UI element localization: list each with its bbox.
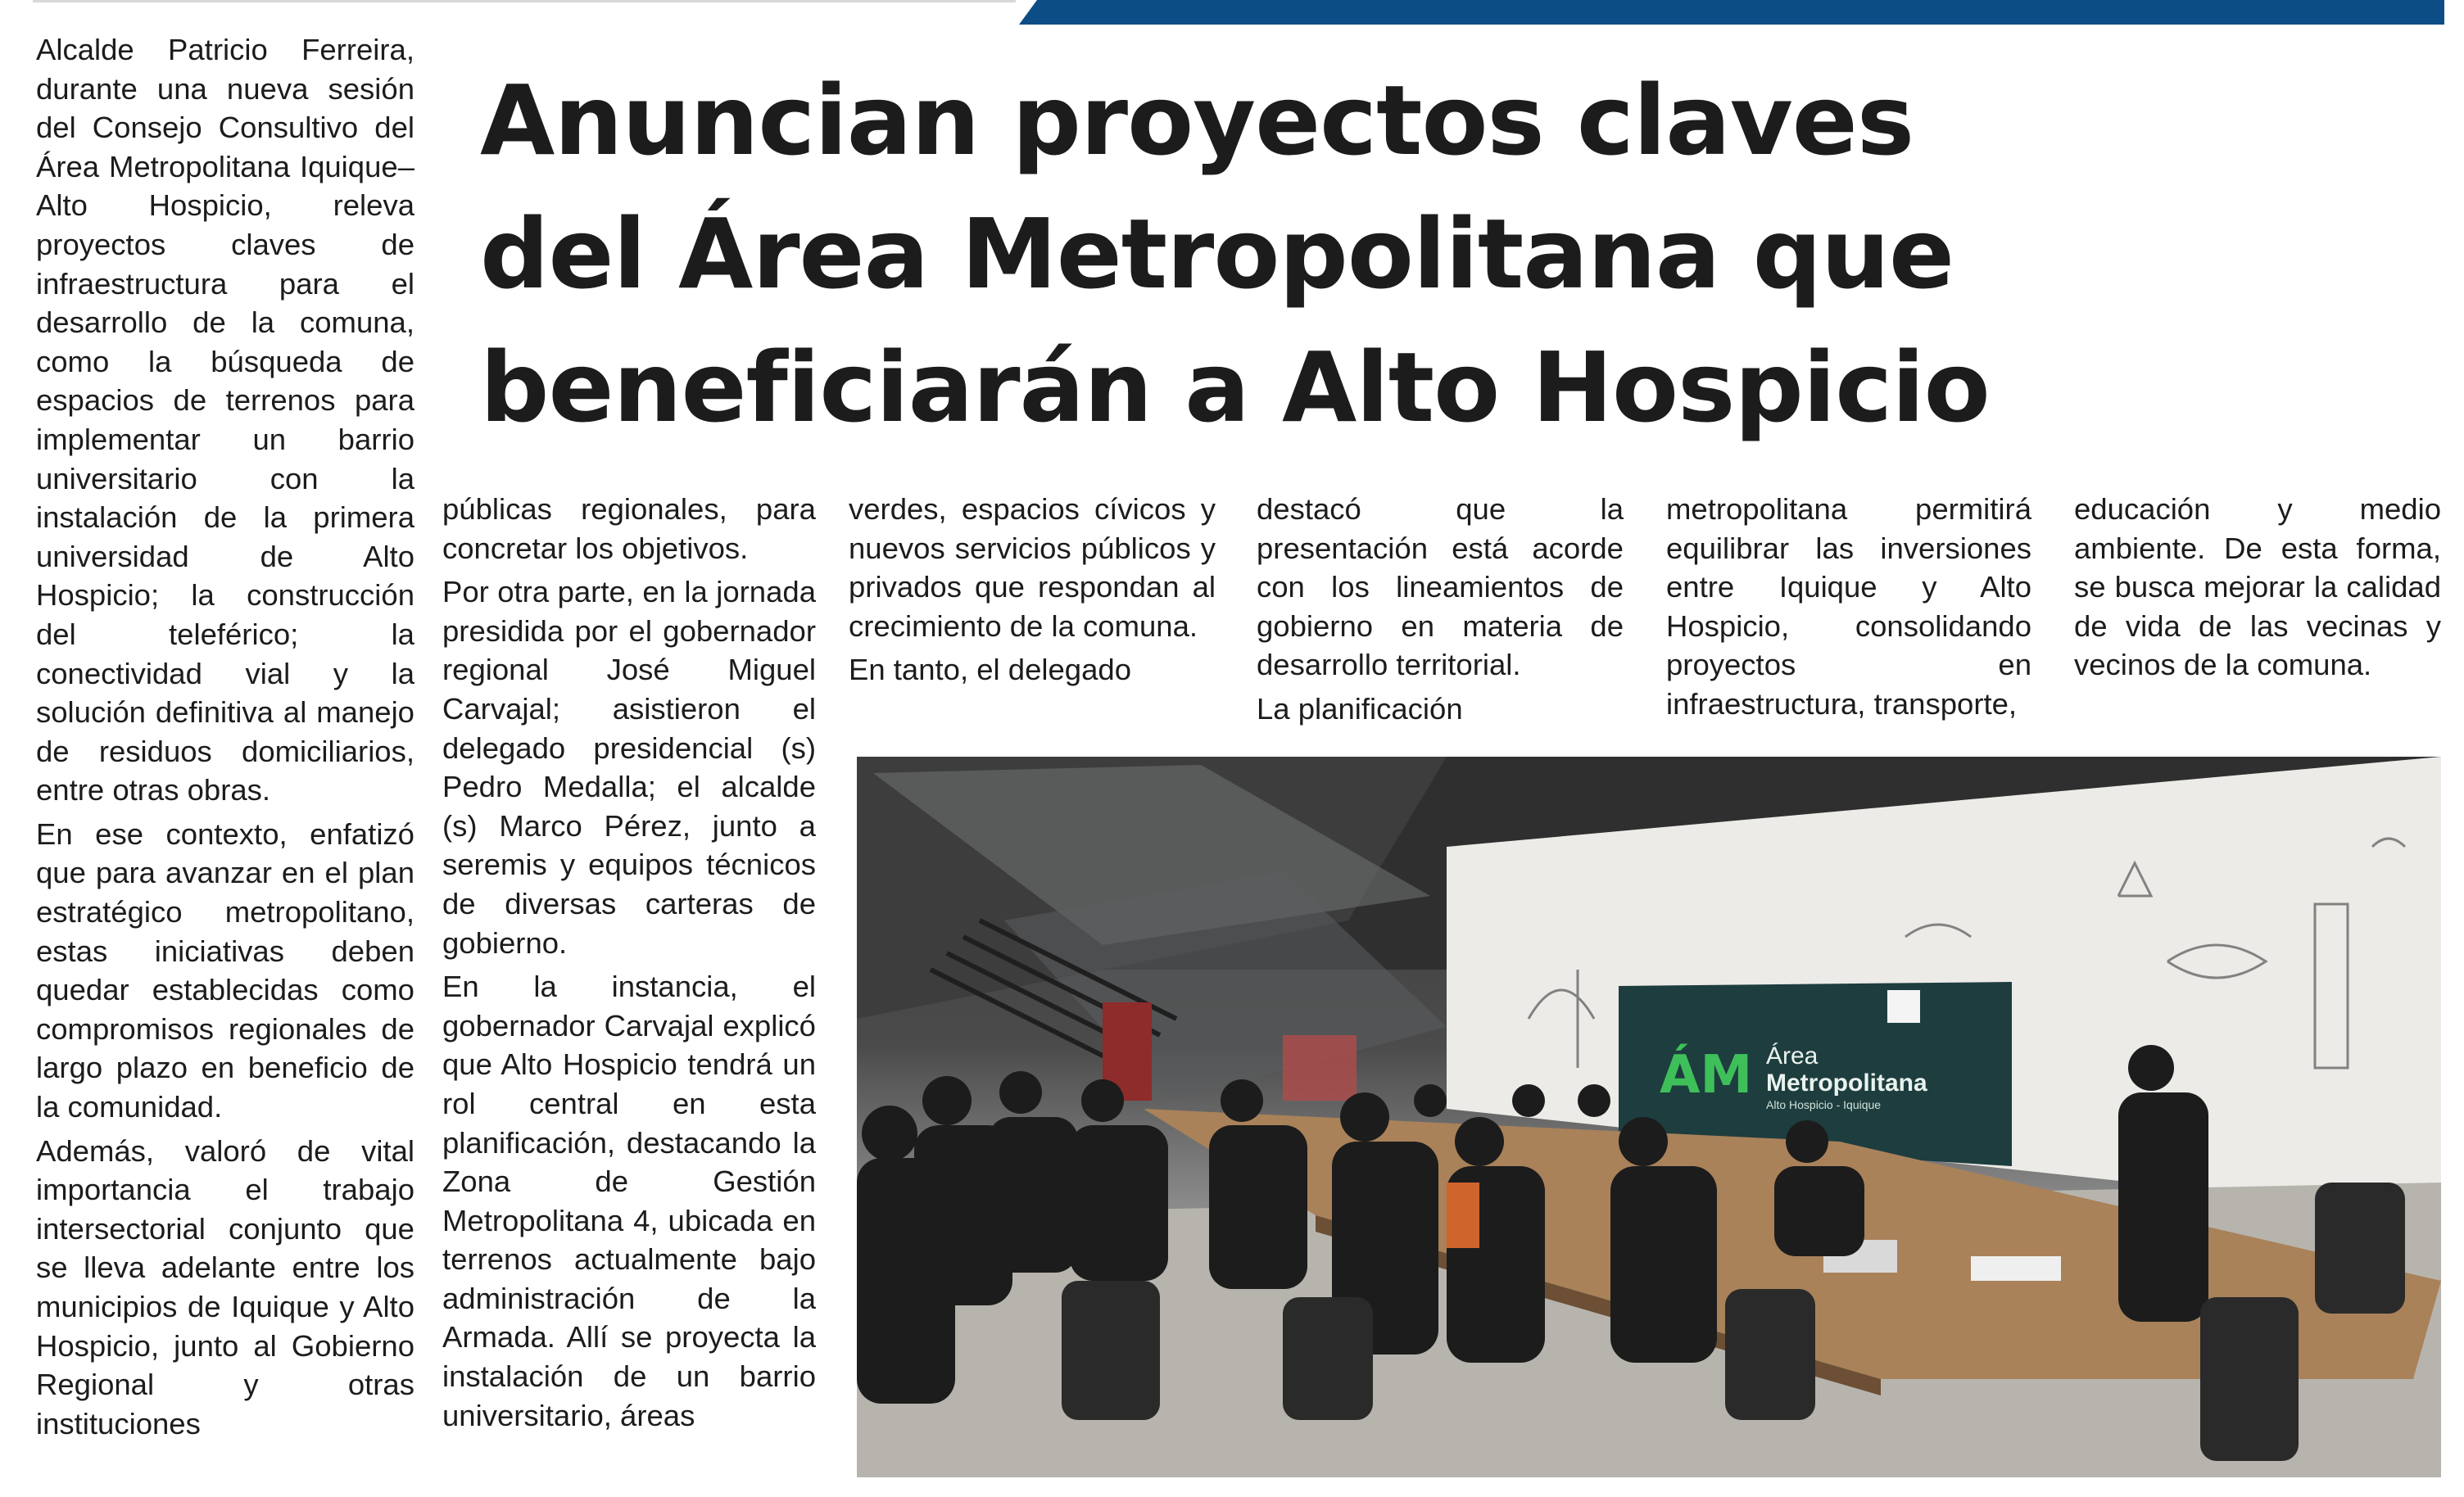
article-column-4: [1257, 490, 1624, 735]
paragraph: metropolitana permitirá equilibrar las inversiones entre Iquique y Alto Hospicio, consolidando proyectos en infraestructura, transporte,: [1666, 492, 2031, 721]
headline: [480, 54, 2446, 455]
paragraph: En tanto, el delegado: [849, 653, 1132, 687]
paragraph: destacó que la presentación está acorde con los lineamientos de gobierno en materia de desarrollo territorial.: [1257, 492, 1624, 682]
sign-subtitle: Alto Hospicio - Iquique: [1766, 1098, 1882, 1111]
article-column-6: [2074, 490, 2441, 735]
paragraph: educación y medio ambiente. De esta forma, se busca mejorar la calidad de vida de las vecinas y vecinos de la comuna.: [2074, 492, 2441, 682]
headline-line-1: Anuncian proyectos claves: [480, 64, 1914, 177]
paragraph: Por otra parte, en la jornada presidida por el gobernador regional José Miguel Carvajal; asistieron el delegado presidencial (s) Pedro Medalla; el alcalde (s) Marco Pérez, junto a seremis y equipos técnicos de diversas carteras de gobierno.: [442, 575, 816, 960]
qr-code: [1887, 990, 1920, 1023]
paragraph: Alcalde Patricio Ferreira, durante una nueva sesión del Consejo Consultivo del Área Metropolitana Iquique–Alto Hospicio, releva proyectos claves de infraestructura para el desarrollo de la comuna, como la búsqueda de espacios de terrenos para implementar un barrio universitario con la instalación de la primera universidad de Alto Hospicio; la construcción del teleférico; la conectividad vial y la solución definitiva al manejo de residuos domiciliarios, entre otras obras.: [36, 33, 414, 807]
section-color-band: [1019, 0, 2444, 25]
meeting-photo: [857, 757, 2441, 1477]
paragraph: En la instancia, el gobernador Carvajal explicó que Alto Hospicio tendrá un rol central en esta planificación, destacando la Zona de Gestión Metropolitana 4, ubicada en terrenos actualmente bajo administración de la Armada. Allí se proyecta la instalación de un barrio universitario, áreas: [442, 970, 816, 1432]
headline-line-2: del Área Metropolitana que: [480, 197, 1954, 310]
article-column-1: [36, 30, 414, 1496]
headline-line-3: beneficiarán a Alto Hospicio: [480, 331, 1990, 444]
paragraph: En ese contexto, enfatizó que para avanzar en el plan estratégico metropolitano, estas iniciativas deben quedar establecidas como compromisos regionales de largo plazo en beneficio de la comunidad.: [36, 816, 414, 1124]
article-column-3: [849, 490, 1216, 735]
sign-logo: ÁM: [1660, 1045, 1753, 1106]
article-column-5: [1666, 490, 2031, 735]
article-column-2: [442, 490, 816, 1472]
sign-title: Área: [1766, 1042, 1819, 1070]
top-rule: [33, 0, 1016, 2]
paragraph: públicas regionales, para concretar los objetivos.: [442, 492, 816, 565]
paragraph: verdes, espacios cívicos y nuevos servicios públicos y privados que respondan al crecimiento de la comuna.: [849, 492, 1216, 643]
paragraph: Además, valoró de vital importancia el trabajo intersectorial conjunto que se lleva adelante entre los municipios de Iquique y Alto Hospicio, junto al Gobierno Regional y otras instituciones: [36, 1133, 414, 1440]
paragraph: La planificación: [1257, 691, 1463, 726]
sign-title-2: Metropolitana: [1766, 1070, 1927, 1097]
